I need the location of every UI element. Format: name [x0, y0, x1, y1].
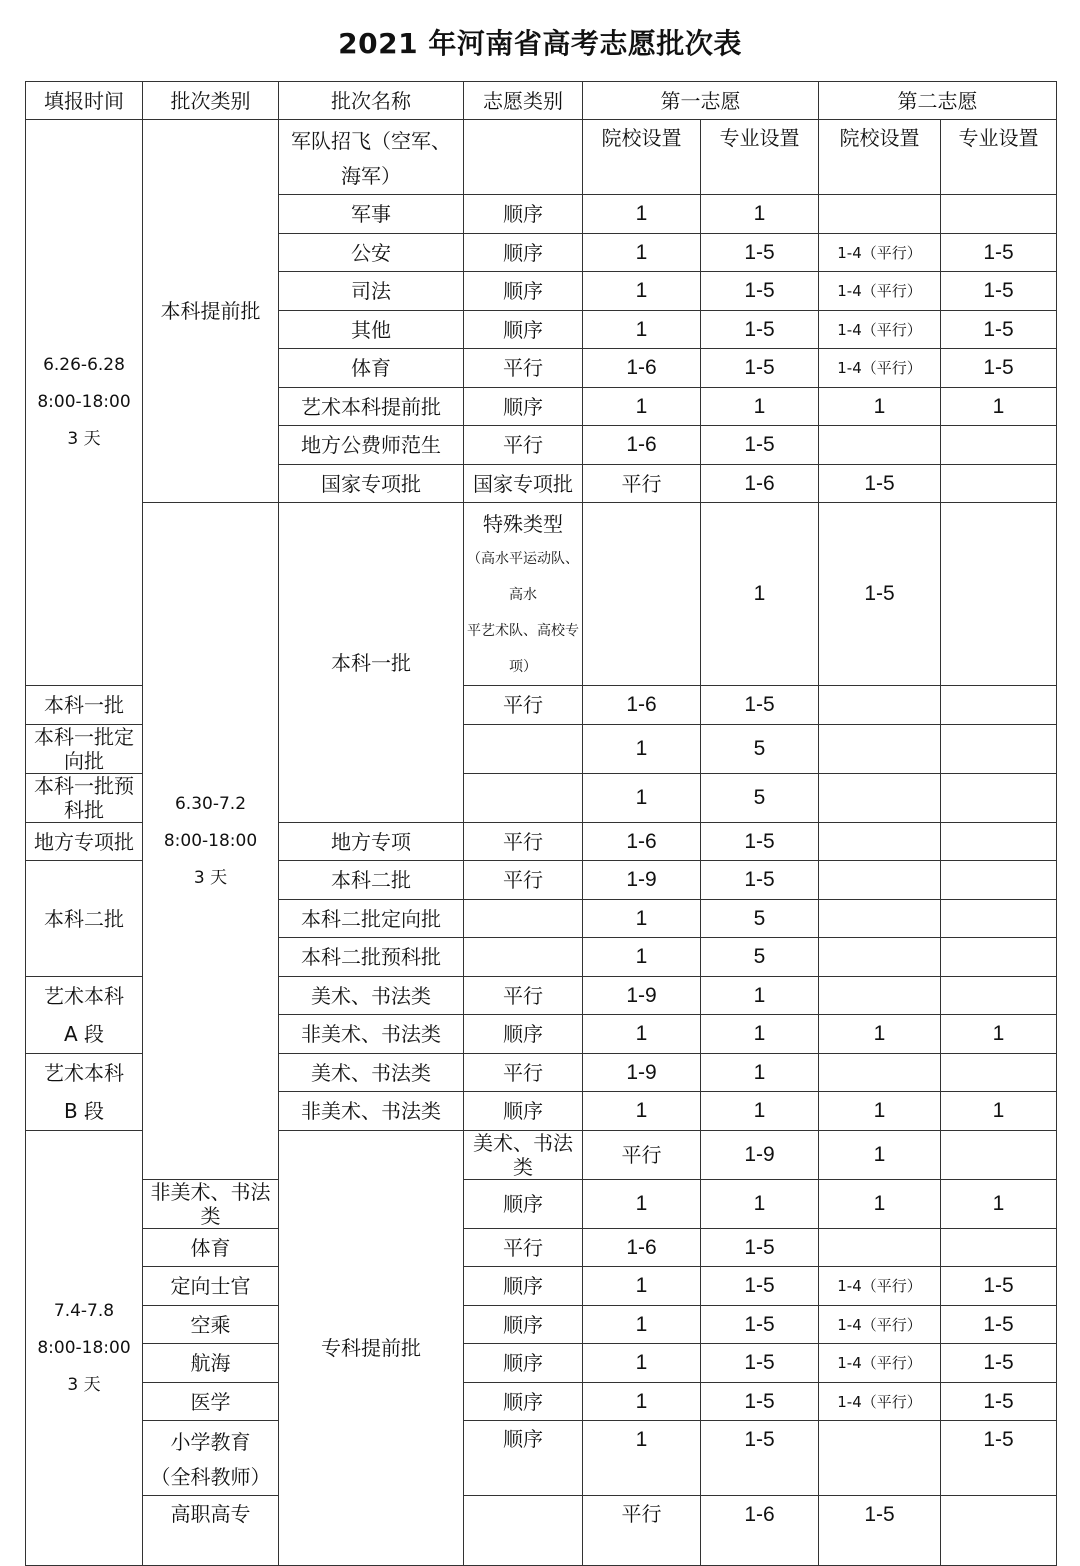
batch-name-cell: 非美术、书法类: [143, 1180, 279, 1229]
wish-type-cell: 顺序: [464, 1383, 583, 1421]
second-school-cell: 1-4（平行）: [819, 234, 941, 272]
period-cell: [143, 503, 279, 1180]
wish-type-cell: 顺序: [464, 1092, 583, 1131]
first-major-cell: 1-5: [701, 1267, 819, 1306]
batch-name-cell: 军事: [279, 195, 464, 234]
batch-name-cell: 公安: [279, 234, 464, 272]
batch-name-line: 小学教育: [170, 1430, 251, 1454]
batch-name-cell: 本科二批预科批: [279, 938, 464, 977]
batch-name-cell: [143, 1421, 279, 1496]
second-school-cell: 1-4（平行）: [819, 349, 941, 388]
batch-name-note: 平艺术队、高校专项）: [467, 623, 579, 675]
first-school-cell: 1: [583, 1306, 701, 1344]
first-major-cell: 5: [701, 774, 819, 823]
wish-type-cell: 平行: [464, 823, 583, 861]
first-major-cell: 1-5: [701, 234, 819, 272]
second-school-cell: [941, 465, 1057, 503]
second-school-cell: 1: [819, 1015, 941, 1054]
second-school-cell: 1-4（平行）: [819, 1344, 941, 1383]
first-major-cell: 1-5: [701, 1229, 819, 1267]
batch-type-cell: 高职高专: [143, 1496, 279, 1566]
page-title: 2021 年河南省高考志愿批次表: [338, 27, 742, 60]
first-school-cell: 1: [583, 938, 701, 977]
first-school-cell: 1: [583, 1383, 701, 1421]
second-school-cell: [819, 1229, 941, 1267]
batch-type-cell: 本科一批: [279, 503, 464, 823]
second-school-cell: [819, 977, 941, 1015]
first-school-cell: 1: [583, 725, 701, 774]
batch-name-cell: 本科一批: [26, 686, 143, 725]
first-school-cell: 1: [583, 272, 701, 311]
batch-name-cell: 国家专项批: [464, 465, 583, 503]
second-school-cell: 院校设置: [819, 120, 941, 195]
batch-type-line: A 段: [63, 1022, 105, 1046]
period-cell: [26, 1131, 143, 1566]
first-major-cell: 1-5: [819, 465, 941, 503]
first-school-cell: 1: [583, 774, 701, 823]
table-header-row: [26, 82, 1057, 120]
batch-name-line: 海军）: [341, 164, 401, 188]
second-major-cell: [941, 774, 1057, 823]
wish-type-cell: [464, 900, 583, 938]
table-row: [26, 1267, 1057, 1306]
second-school-cell: [819, 1054, 941, 1092]
batch-name-cell: 地方专项: [279, 823, 464, 861]
batch-type-cell: 国家专项批: [279, 465, 464, 503]
second-major-cell: 1: [941, 1092, 1057, 1131]
wish-type-cell: 平行: [464, 1229, 583, 1267]
second-major-cell: 1: [941, 388, 1057, 426]
wish-type-cell: 平行: [464, 686, 583, 725]
first-major-cell: 1: [701, 977, 819, 1015]
table-row: [26, 1496, 1057, 1566]
wish-type-cell: 平行: [464, 1054, 583, 1092]
second-major-cell: 1: [941, 1180, 1057, 1229]
second-school-cell: 1: [819, 1180, 941, 1229]
first-major-cell: 1: [701, 1092, 819, 1131]
first-school-cell: 1-6: [701, 1496, 819, 1566]
first-major-cell: 5: [701, 725, 819, 774]
batch-name-cell: 航海: [143, 1344, 279, 1383]
batch-name-cell: 司法: [279, 272, 464, 311]
batch-name-cell: 非美术、书法类: [279, 1015, 464, 1054]
second-major-cell: 1-5: [941, 349, 1057, 388]
first-school-cell: 1-6: [583, 686, 701, 725]
batch-name-cell: 本科二批定向批: [279, 900, 464, 938]
table-row: [26, 1180, 1057, 1229]
period-days: 3 天: [67, 429, 101, 449]
second-major-cell: [941, 823, 1057, 861]
second-major-cell: [941, 426, 1057, 465]
second-major-cell: 专业设置: [941, 120, 1057, 195]
first-major-cell: 1: [701, 195, 819, 234]
period-date: 6.26-6.28: [43, 355, 125, 375]
first-major-cell: 1-5: [701, 861, 819, 900]
wish-type-cell: [464, 725, 583, 774]
first-school-cell: 1: [583, 1092, 701, 1131]
first-school-cell: 1-6: [583, 426, 701, 465]
batch-name-cell: 非美术、书法类: [279, 1092, 464, 1131]
batch-name-cell: [464, 1496, 583, 1566]
second-school-cell: [819, 686, 941, 725]
wish-type-cell: 顺序: [464, 1180, 583, 1229]
first-major-cell: 专业设置: [701, 120, 819, 195]
wish-type-cell: [464, 774, 583, 823]
first-school-cell: 1-9: [583, 861, 701, 900]
second-major-cell: [941, 1229, 1057, 1267]
first-major-cell: 5: [701, 900, 819, 938]
batch-name-cell: 体育: [143, 1229, 279, 1267]
first-school-cell: 1: [583, 1344, 701, 1383]
first-school-cell: 1-9: [701, 1131, 819, 1180]
batch-name-cell: 本科一批预科批: [26, 774, 143, 823]
first-major-cell: 1-5: [701, 686, 819, 725]
first-major-cell: 1-5: [701, 272, 819, 311]
wish-type-cell: [464, 938, 583, 977]
second-school-cell: [819, 861, 941, 900]
batch-type-line: 艺术本科: [44, 1061, 124, 1085]
batch-type-cell: 本科二批: [26, 861, 143, 977]
table-row: [26, 1229, 1057, 1267]
batch-type-cell: 本科提前批: [143, 120, 279, 503]
batch-name-cell: 定向士官: [143, 1267, 279, 1306]
wish-type-cell: 平行: [464, 426, 583, 465]
second-major-cell: 1-5: [941, 1421, 1057, 1496]
first-major-cell: 5: [701, 938, 819, 977]
header-batch-type: 批次类别: [143, 82, 279, 120]
first-major-cell: 1: [701, 1180, 819, 1229]
second-school-cell: [819, 823, 941, 861]
batch-name-note: （高水平运动队、高水: [467, 551, 579, 603]
wish-type-cell: 顺序: [464, 1267, 583, 1306]
second-school-cell: 1-4（平行）: [819, 311, 941, 349]
batch-name-cell: 本科一批定向批: [26, 725, 143, 774]
batch-name-cell: 地方公费师范生: [279, 426, 464, 465]
second-major-cell: 1-5: [941, 1383, 1057, 1421]
second-school-cell: 1-4（平行）: [819, 1383, 941, 1421]
first-school-cell: 1: [583, 900, 701, 938]
first-major-cell: 1-5: [819, 1496, 941, 1566]
first-major-cell: 1-5: [701, 426, 819, 465]
second-school-cell: 1: [819, 1092, 941, 1131]
wish-type-cell: 顺序: [464, 311, 583, 349]
second-school-cell: [819, 426, 941, 465]
batch-name-line: 特殊类型: [483, 512, 563, 536]
second-school-cell: [941, 1496, 1057, 1566]
second-school-cell: [819, 195, 941, 234]
batch-name-cell: [464, 503, 583, 686]
second-major-cell: 1-5: [941, 311, 1057, 349]
table-row: [26, 120, 1057, 195]
wish-type-cell: 顺序: [464, 1306, 583, 1344]
wish-type-cell: [583, 503, 701, 686]
second-school-cell: [819, 774, 941, 823]
header-second-wish: 第二志愿: [819, 82, 1057, 120]
second-major-cell: [941, 725, 1057, 774]
first-major-cell: 1: [701, 388, 819, 426]
first-major-cell: 1-5: [701, 1421, 819, 1496]
wish-type-cell: 平行: [583, 465, 701, 503]
period-hours: 8:00-18:00: [37, 1337, 131, 1358]
table-row: [26, 1383, 1057, 1421]
period-days: 3 天: [193, 867, 228, 888]
first-major-cell: 1-5: [701, 349, 819, 388]
wish-type-cell: 顺序: [464, 195, 583, 234]
first-school-cell: 1: [583, 388, 701, 426]
period-hours: 8:00-18:00: [163, 830, 258, 851]
first-major-cell: 1-5: [819, 503, 941, 686]
first-major-cell: 1: [701, 1015, 819, 1054]
batch-name-cell: 本科二批: [279, 861, 464, 900]
second-school-cell: [819, 1421, 941, 1496]
batch-type-cell: 地方专项批: [26, 823, 143, 861]
second-school-cell: 1-4（平行）: [819, 272, 941, 311]
batch-type-cell: [26, 1054, 143, 1131]
wish-type-cell: 顺序: [464, 234, 583, 272]
wish-type-cell: 顺序: [464, 388, 583, 426]
wish-type-cell: 平行: [464, 861, 583, 900]
second-major-cell: 1-5: [941, 1267, 1057, 1306]
wish-type-cell: 顺序: [464, 1344, 583, 1383]
batch-name-cell: 空乘: [143, 1306, 279, 1344]
first-school-cell: 1: [583, 234, 701, 272]
first-major-cell: 1-5: [701, 1383, 819, 1421]
batch-table: [25, 81, 1057, 1566]
first-school-cell: 1-6: [701, 465, 819, 503]
first-school-cell: 1: [583, 195, 701, 234]
batch-name-cell: 美术、书法类: [279, 1054, 464, 1092]
second-major-cell: [941, 861, 1057, 900]
batch-name-line: （全科教师）: [150, 1465, 271, 1489]
table-row: [26, 503, 1057, 686]
first-major-cell: 1: [819, 1131, 941, 1180]
second-school-cell: [941, 1131, 1057, 1180]
header-time: 填报时间: [26, 82, 143, 120]
second-school-cell: 1-4（平行）: [819, 1306, 941, 1344]
period-hours: 8:00-18:00: [37, 392, 131, 412]
first-school-cell: 1-9: [583, 1054, 701, 1092]
first-school-cell: 1: [701, 503, 819, 686]
period-days: 3 天: [67, 1374, 101, 1395]
batch-type-cell: 专科提前批: [279, 1131, 464, 1566]
wish-type-cell: 平行: [583, 1131, 701, 1180]
batch-name-cell: 体育: [279, 349, 464, 388]
batch-name-cell: [279, 120, 464, 195]
batch-name-cell: 艺术本科提前批: [279, 388, 464, 426]
second-major-cell: [941, 686, 1057, 725]
first-school-cell: 1-6: [583, 823, 701, 861]
second-major-cell: 1-5: [941, 272, 1057, 311]
first-school-cell: 1: [583, 1180, 701, 1229]
batch-name-cell: 医学: [143, 1383, 279, 1421]
header-first-wish: 第一志愿: [583, 82, 819, 120]
period-date: 7.4-7.8: [53, 1300, 115, 1321]
second-school-cell: [819, 725, 941, 774]
batch-type-line: B 段: [63, 1099, 105, 1123]
batch-name-cell: 美术、书法类: [279, 977, 464, 1015]
table-row: [26, 1421, 1057, 1496]
first-school-cell: 1: [583, 1267, 701, 1306]
header-wish-type: 志愿类别: [464, 82, 583, 120]
first-school-cell: 1-9: [583, 977, 701, 1015]
second-school-cell: 1-4（平行）: [819, 1267, 941, 1306]
second-major-cell: [941, 900, 1057, 938]
first-major-cell: 1-5: [701, 311, 819, 349]
batch-type-cell: [26, 977, 143, 1054]
wish-type-cell: 平行: [464, 977, 583, 1015]
second-school-cell: [819, 900, 941, 938]
wish-type-cell: 平行: [464, 349, 583, 388]
first-school-cell: 1: [583, 1421, 701, 1496]
first-school-cell: 1: [583, 1015, 701, 1054]
second-major-cell: [941, 1054, 1057, 1092]
second-school-cell: [941, 503, 1057, 686]
second-school-cell: 1: [819, 388, 941, 426]
wish-type-cell: 平行: [583, 1496, 701, 1566]
batch-name-cell: 美术、书法类: [464, 1131, 583, 1180]
first-major-cell: 1-5: [701, 1306, 819, 1344]
batch-name-cell: 其他: [279, 311, 464, 349]
second-major-cell: [941, 977, 1057, 1015]
batch-name-line: 军队招飞（空军、: [291, 129, 451, 153]
first-school-cell: 1-6: [583, 349, 701, 388]
table-row: [26, 1344, 1057, 1383]
period-date: 6.30-7.2: [174, 793, 247, 814]
batch-type-line: 艺术本科: [44, 984, 124, 1008]
first-school-cell: 1: [583, 311, 701, 349]
first-school-cell: 院校设置: [583, 120, 701, 195]
first-major-cell: 1-5: [701, 1344, 819, 1383]
wish-type-cell: 顺序: [464, 272, 583, 311]
first-school-cell: 1-6: [583, 1229, 701, 1267]
second-major-cell: 1: [941, 1015, 1057, 1054]
wish-type-cell: [464, 120, 583, 195]
first-major-cell: 1-5: [701, 823, 819, 861]
table-row: [26, 1306, 1057, 1344]
wish-type-cell: 顺序: [464, 1421, 583, 1496]
second-major-cell: 1-5: [941, 234, 1057, 272]
first-major-cell: 1: [701, 1054, 819, 1092]
second-major-cell: 1-5: [941, 1306, 1057, 1344]
second-major-cell: [941, 938, 1057, 977]
second-school-cell: [819, 938, 941, 977]
period-cell: [26, 120, 143, 686]
second-major-cell: 1-5: [941, 1344, 1057, 1383]
header-batch-name: 批次名称: [279, 82, 464, 120]
second-major-cell: [941, 195, 1057, 234]
wish-type-cell: 顺序: [464, 1015, 583, 1054]
